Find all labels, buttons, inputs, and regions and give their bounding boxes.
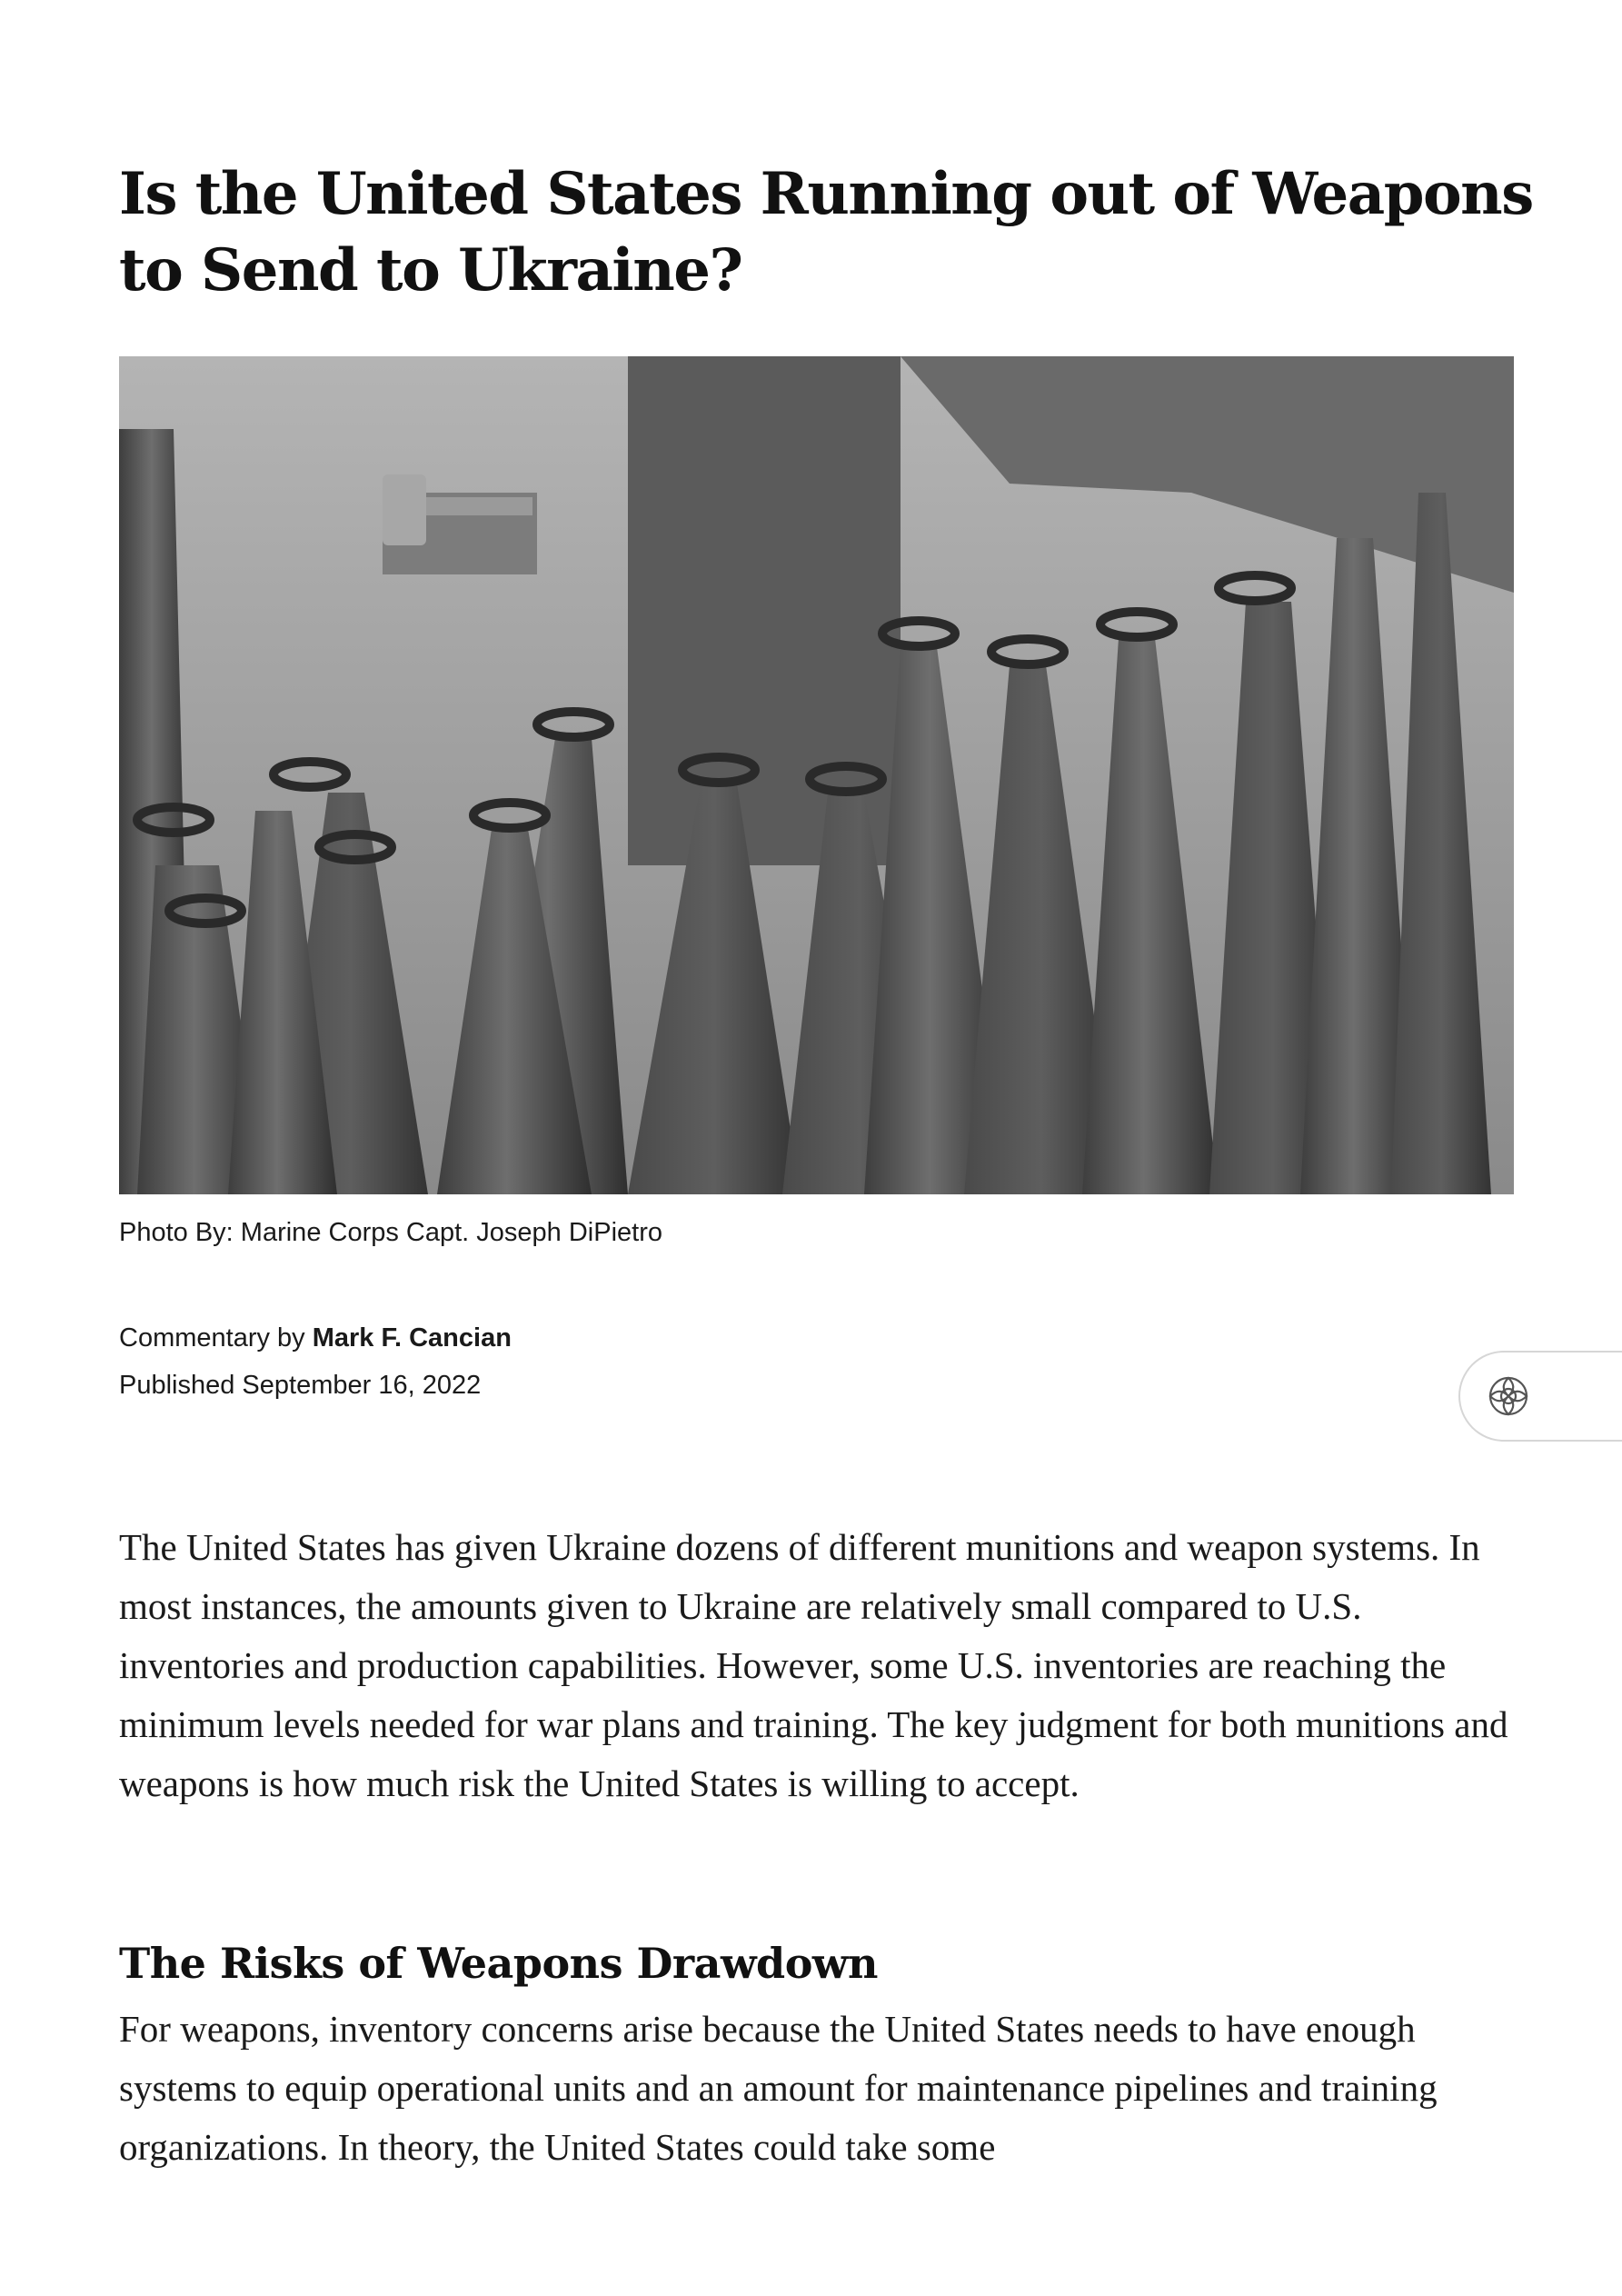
byline xyxy=(119,1314,512,1409)
author-link[interactable]: Mark F. Cancian xyxy=(312,1323,512,1353)
publish-date: Published September 16, 2022 xyxy=(119,1371,482,1400)
hero-photo xyxy=(119,356,1514,1194)
article-paragraph-1: The United States has given Ukraine dozens of different munitions and weapon systems. In most instances, the amounts given to Ukraine are relatively small compared to U.S. inventories and production capabilities. However, some U.S. inventories are reaching the minimum levels needed for war plans and training. The key judgment for both munitions and weapons is how much risk the United States is willing to accept. xyxy=(119,1526,1508,1804)
photo-credit: Photo By: Marine Corps Capt. Joseph DiPietro xyxy=(119,1218,662,1247)
byline-prefix: Commentary by xyxy=(119,1323,313,1353)
article-paragraph-2: For weapons, inventory concerns arise because the United States needs to have enough systems to equip operational units and an amount for maintenance pipelines and training organizations. In theory, the United States could take some xyxy=(119,2008,1438,2168)
section-heading: The Risks of Weapons Drawdown xyxy=(119,1939,878,1988)
author-line xyxy=(119,1314,512,1362)
article-title: Is the United States Running out of Weapons to Send to Ukraine? xyxy=(119,160,1533,304)
artillery-shells-photo xyxy=(119,356,1514,1194)
share-button[interactable] xyxy=(1458,1351,1622,1442)
share-rosette-icon xyxy=(1486,1373,1531,1419)
